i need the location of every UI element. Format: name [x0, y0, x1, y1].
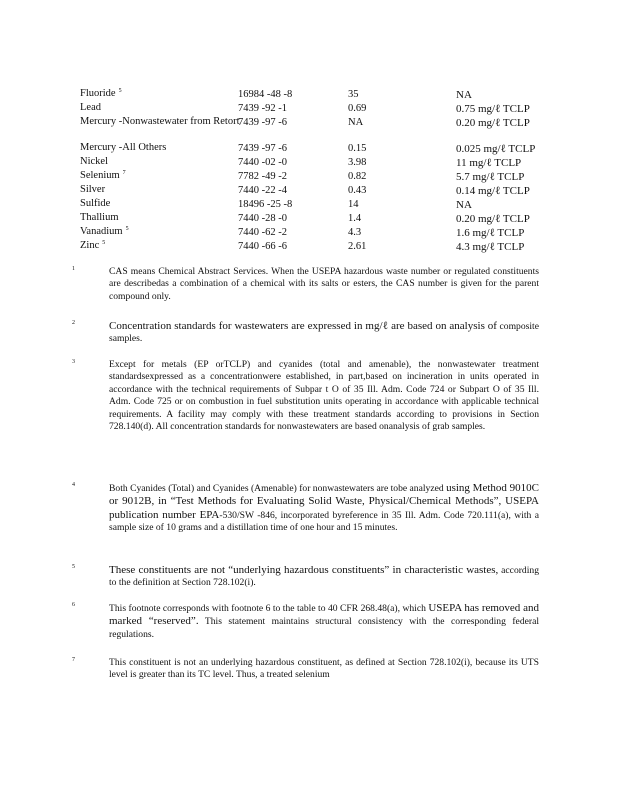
footnote-number: 1 — [72, 266, 75, 272]
table-row — [80, 88, 560, 102]
wastewater-concentration: NA — [348, 117, 364, 128]
wastewater-concentration: 4.3 — [348, 227, 362, 238]
nonwastewater-standard: 1.6 mg/ℓ TCLP — [456, 227, 525, 239]
constituent-name: Mercury -All Others — [80, 142, 167, 153]
table-row — [80, 240, 560, 254]
cas-number: 7439 -97 -6 — [238, 143, 287, 154]
footnote-text: This footnote corresponds with footnote 6 to the table to 40 CFR 268.48(a), which USEPA has removed and marked “reserved”. This statement maintains structural consistency with the corresponding federal regulations. — [109, 602, 539, 640]
footnote-number: 2 — [72, 320, 75, 326]
wastewater-concentration: 14 — [348, 199, 359, 210]
footnote-number: 6 — [72, 602, 75, 608]
constituent-name: Vanadium $^5$ — [80, 225, 129, 237]
footnote-number: 7 — [72, 657, 75, 663]
wastewater-concentration: 2.61 — [348, 241, 367, 252]
cas-number: 7440 -66 -6 — [238, 241, 287, 252]
cas-number: 18496 -25 -8 — [238, 199, 293, 210]
cas-number: 7439 -97 -6 — [238, 117, 287, 128]
cas-number: 7782 -49 -2 — [238, 171, 287, 182]
nonwastewater-standard: 5.7 mg/ℓ TCLP — [456, 171, 525, 183]
nonwastewater-standard: NA — [456, 199, 472, 211]
wastewater-concentration: 3.98 — [348, 157, 367, 168]
table-row — [80, 170, 560, 184]
table-row — [80, 102, 560, 116]
constituent-table — [80, 88, 560, 254]
wastewater-concentration: 0.82 — [348, 171, 367, 182]
nonwastewater-standard: 4.3 mg/ℓ TCLP — [456, 241, 525, 253]
nonwastewater-standard: 0.025 mg/ℓ TCLP — [456, 143, 536, 155]
table-row — [80, 116, 560, 142]
wastewater-concentration: 1.4 — [348, 213, 362, 224]
cas-number: 7440 -62 -2 — [238, 227, 287, 238]
nonwastewater-standard: 0.75 mg/ℓ TCLP — [456, 103, 530, 115]
constituent-name: Sulfide — [80, 198, 111, 209]
constituent-name: Nickel — [80, 156, 108, 167]
table-row — [80, 226, 560, 240]
nonwastewater-standard: 11 mg/ℓ TCLP — [456, 157, 522, 169]
wastewater-concentration: 0.43 — [348, 185, 367, 196]
cas-number: 16984 -48 -8 — [238, 89, 293, 100]
table-row — [80, 184, 560, 198]
table-row — [80, 198, 560, 212]
footnote-text: Concentration standards for wastewaters are expressed in mg/ℓ are based on analysis of composite samples. — [109, 320, 539, 345]
cas-number: 7440 -22 -4 — [238, 185, 287, 196]
footnote-text: This constituent is not an underlying hazardous constituent, as defined at Section 728.102(i), because its UTS level is greater than its TC level. Thus, a treated selenium — [109, 657, 539, 681]
constituent-name: Selenium $^7$ — [80, 169, 126, 181]
nonwastewater-standard: 0.20 mg/ℓ TCLP — [456, 213, 530, 225]
table-row — [80, 156, 560, 170]
wastewater-concentration: 35 — [348, 89, 359, 100]
footnote-text: Except for metals (EP orTCLP) and cyanides (total and amenable), the nonwastewater treatment standardsexpressed as a concentrationwere established, in part,based on incineration in units operated in accordance with the technical requirements of Subpar t O of 35 Ill. Adm. Code 724 or Subpart O of 35 Ill. Adm. Code 725 or on combustion in fuel substitution units operating in accordance with applicable technical requirements. A facility may comply with these treatment standards according to provisions in Section 728.140(d). All concentration standards for nonwastewaters are based onanalysis of grab samples. — [109, 359, 539, 433]
wastewater-concentration: 0.15 — [348, 143, 367, 154]
table-row — [80, 142, 560, 156]
nonwastewater-standard: 0.20 mg/ℓ TCLP — [456, 117, 530, 129]
footnote-text: These constituents are not “underlying hazardous constituents” in characteristic wastes, according to the definition at Section 728.102(i). — [109, 564, 539, 589]
footnote-number: 5 — [72, 564, 75, 570]
constituent-name: Thallium — [80, 212, 119, 223]
nonwastewater-standard: 0.14 mg/ℓ TCLP — [456, 185, 530, 197]
footnote-number: 4 — [72, 482, 75, 488]
cas-number: 7439 -92 -1 — [238, 103, 287, 114]
constituent-name: Zinc $^5$ — [80, 239, 106, 251]
constituent-name: Silver — [80, 184, 106, 195]
table-row — [80, 212, 560, 226]
constituent-name: Fluoride $^5$ — [80, 87, 122, 99]
cas-number: 7440 -28 -0 — [238, 213, 287, 224]
constituent-name: Mercury -Nonwastewater from Retort — [80, 116, 240, 127]
wastewater-concentration: 0.69 — [348, 103, 367, 114]
cas-number: 7440 -02 -0 — [238, 157, 287, 168]
footnote-number: 3 — [72, 359, 75, 365]
footnote-text: CAS means Chemical Abstract Services. When the USEPA hazardous waste number or regulated constituents are describedas a combination of a chemical with its salts or esters, the CAS number is given for the parent compound only. — [109, 266, 539, 302]
footnote-text: Both Cyanides (Total) and Cyanides (Amenable) for nonwastewaters are tobe analyzed using Method 9010C or 9012B, in “Test Methods for Evaluating Solid Waste, Physical/Chemical Methods”, USEPA publication number EPA-530/SW -846, incorporated byreference in 35 Ill. Adm. Code 720.111(a), with a sample size of 10 grams and a distillation time of one hour and 15 minutes. — [109, 482, 539, 534]
nonwastewater-standard: NA — [456, 89, 472, 101]
constituent-name: Lead — [80, 102, 101, 113]
